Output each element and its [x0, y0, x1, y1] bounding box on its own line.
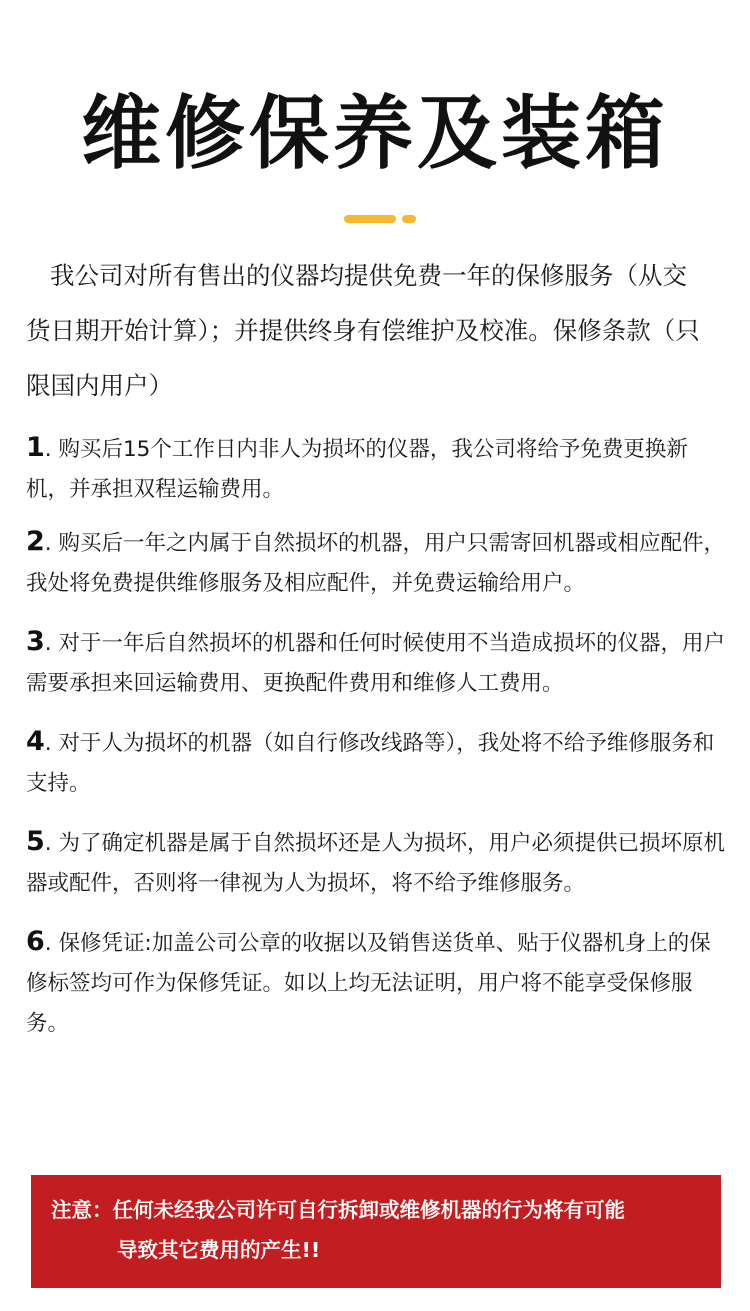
clause-6	[26, 922, 726, 1044]
page-title: 维修保养及装箱	[81, 87, 669, 180]
clause-number: 5	[26, 826, 45, 857]
clause-number: 3	[26, 626, 45, 657]
clause-number: 2	[26, 526, 45, 557]
clause-text: . 为了确定机器是属于自然损坏还是人为损坏，用户必须提供已损坏原机器或配件，否则将一律视为人为损坏，将不给予维修服务。	[26, 831, 725, 896]
clause-3	[26, 622, 726, 704]
clause-number: 1	[26, 432, 45, 463]
clause-text: . 对于一年后自然损坏的机器和任何时候使用不当造成损坏的仪器，用户需要承担来回运输费用、更换配件费用和维修人工费用。	[26, 631, 725, 696]
clause-text: . 保修凭证:加盖公司公章的收据以及销售送货单、贴于仪器机身上的保修标签均可作为保修凭证。如以上均无法证明，用户将不能享受保修服务。	[26, 931, 711, 1036]
clause-text: . 对于人为损坏的机器（如自行修改线路等），我处将不给予维修服务和支持。	[26, 731, 715, 796]
divider-bar-short	[402, 215, 416, 223]
notice-line-1: 注意：任何未经我公司许可自行拆卸或维修机器的行为将有可能	[51, 1198, 625, 1222]
clause-4	[26, 722, 726, 804]
notice-banner	[31, 1175, 721, 1288]
clause-text: . 购买后15个工作日内非人为损坏的仪器，我公司将给予免费更换新机，并承担双程运输费用。	[26, 437, 688, 502]
clause-text: . 购买后一年之内属于自然损坏的机器，用户只需寄回机器或相应配件，我处将免费提供维修服务及相应配件，并免费运输给用户。	[26, 531, 725, 596]
clause-1	[26, 428, 726, 510]
clause-2	[26, 522, 726, 604]
divider-bar-long	[344, 215, 396, 223]
clause-number: 4	[26, 726, 45, 757]
intro-paragraph: 我公司对所有售出的仪器均提供免费一年的保修服务（从交货日期开始计算）；并提供终身有偿维护及校准。保修条款（只限国内用户）	[26, 261, 700, 400]
notice-line-2: 导致其它费用的产生!!	[117, 1238, 321, 1262]
clause-number: 6	[26, 926, 45, 957]
clause-5	[26, 822, 726, 904]
warranty-clauses	[26, 428, 726, 1044]
